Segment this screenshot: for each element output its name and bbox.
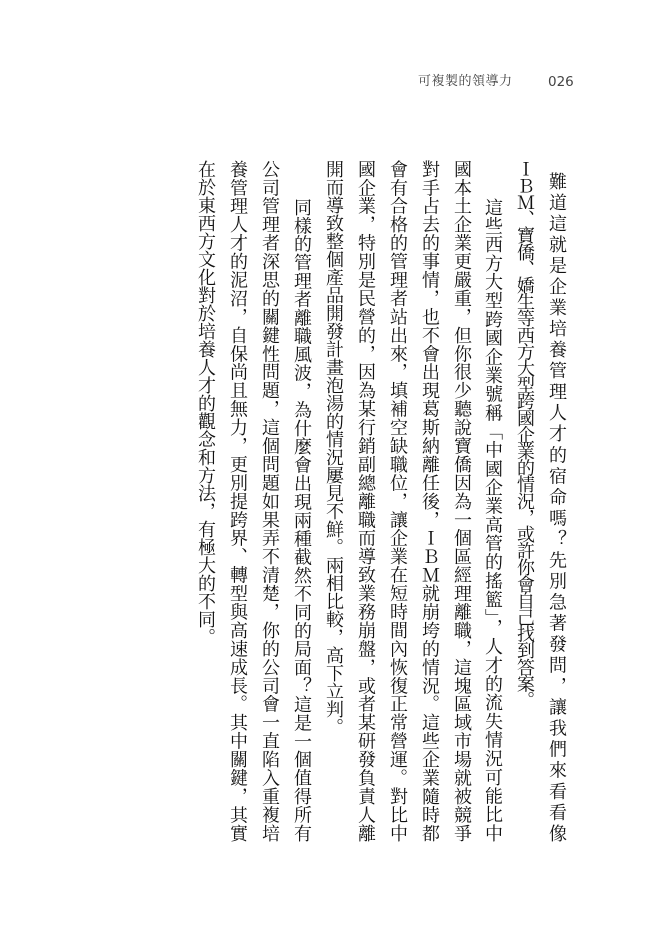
running-head-book-title: 可複製的領導力	[418, 74, 513, 89]
text-line: 開而導致整個產品開發計畫泡湯的情況屢見不鮮。兩相比較，高下立判。	[323, 160, 344, 736]
page-number: 026	[548, 74, 574, 90]
text-line: 同樣的管理者離職風波，為什麼會出現兩種截然不同的局面？這是一個值得所有	[291, 198, 312, 842]
text-line: 國本土企業更嚴重，但你很少聽說寶僑因為一個區經理離職，這塊區域市場就被競爭	[451, 160, 472, 842]
text-line: 對手占去的事情，也不會出現葛斯納離任後，ＩＢＭ就崩垮的情況。這些企業隨時都	[419, 160, 440, 842]
text-line: 養管理人才的泥沼，自保尚且無力，更別提跨界、轉型與高速成長。其中關鍵，其實	[227, 160, 248, 842]
text-line: 國企業，特別是民營的，因為某行銷副總離職而導致業務崩盤，或者某研發負責人離	[355, 160, 376, 842]
text-line: 這些西方大型跨國企業號稱「中國企業高管的搖籃」，人才的流失情況可能比中	[482, 198, 503, 842]
text-line: 難道這就是企業培養管理人才的宿命嗎？先別急著發問，讓我們來看看像	[546, 172, 567, 842]
text-line: 公司管理者深思的關鍵性問題，這個問題如果弄不清楚，你的公司會一直陷入重複培	[259, 160, 280, 842]
text-line: 會有合格的管理者站出來，填補空缺職位，讓企業在短時間內恢復正常營運。對比中	[387, 160, 408, 842]
text-line: ＩＢＭ、寶僑、嬌生等西方大型跨國企業的情況，或許你會自己找到答案。	[514, 160, 535, 708]
text-line: 在於東西方文化對於培養人才的觀念和方法，有極大的不同。	[195, 160, 216, 646]
